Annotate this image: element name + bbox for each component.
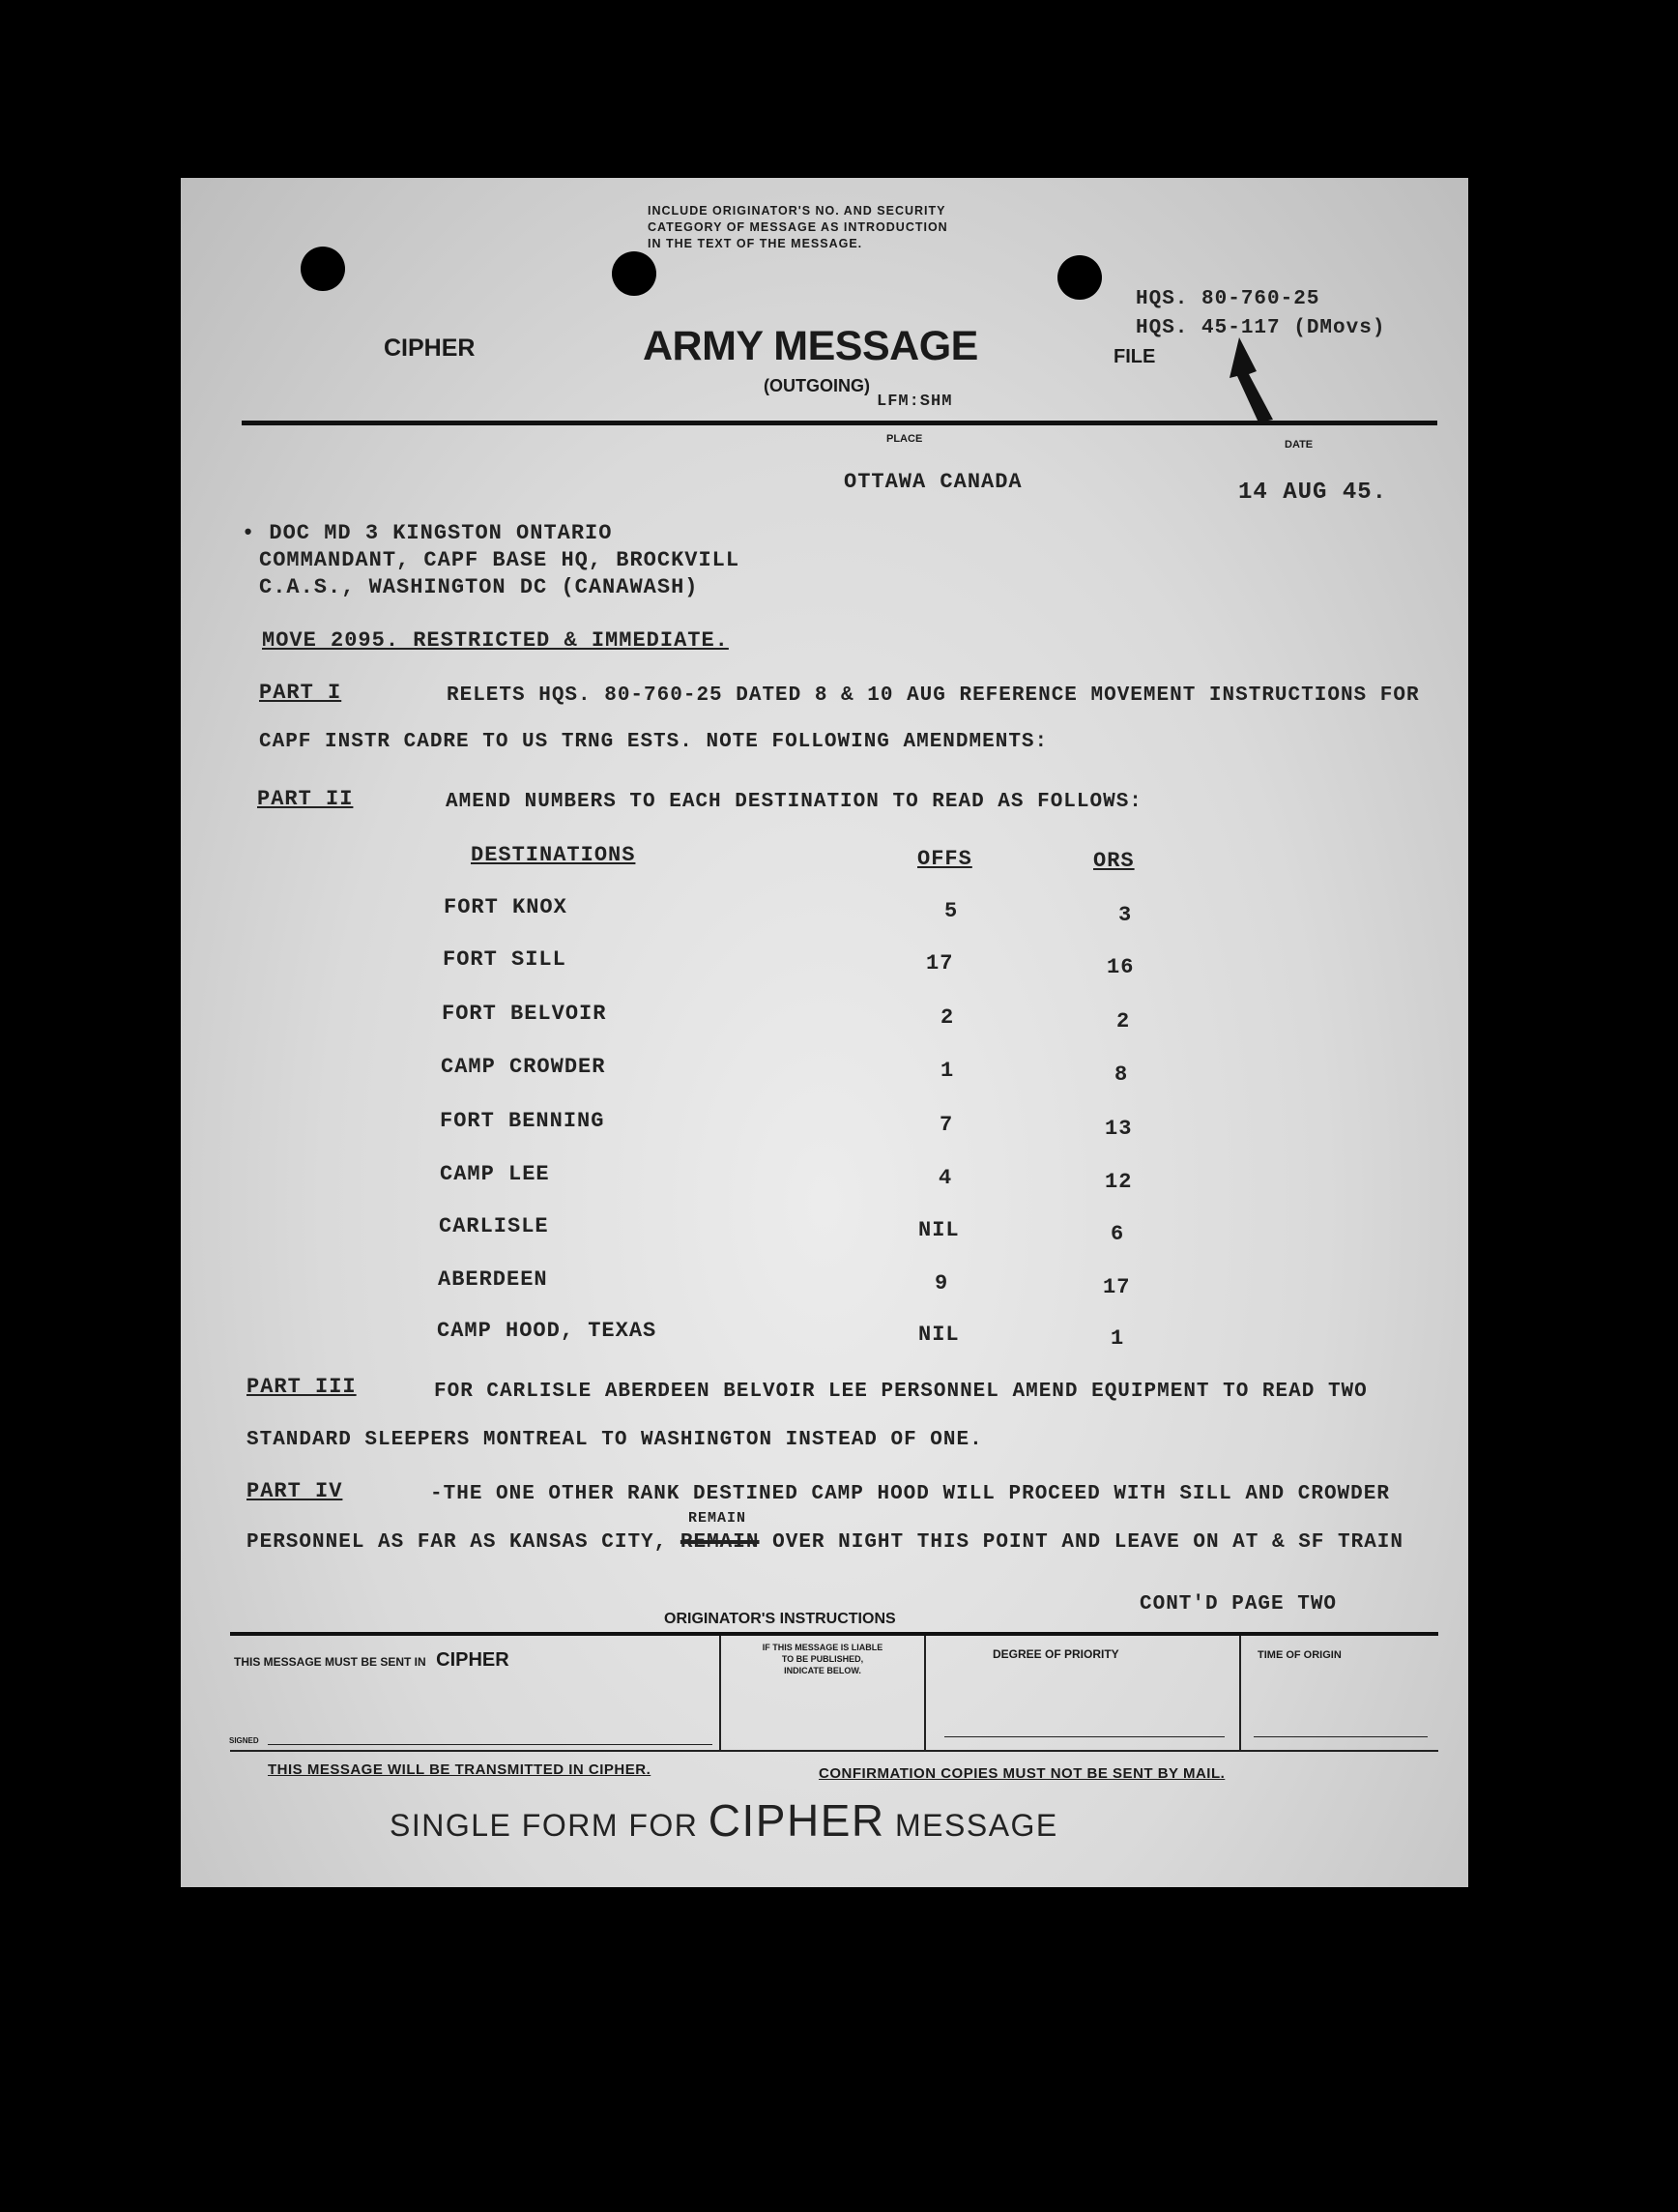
table-row-dest: CAMP LEE bbox=[440, 1162, 550, 1186]
table-row-dest: CAMP HOOD, TEXAS bbox=[437, 1319, 657, 1343]
table-row-ors: 16 bbox=[1107, 955, 1135, 979]
punch-hole-right bbox=[1057, 255, 1102, 300]
single-form-cipher: CIPHER bbox=[708, 1795, 885, 1846]
part1-label: PART I bbox=[259, 681, 342, 705]
dash: - bbox=[430, 1483, 444, 1505]
originator-title: ORIGINATOR'S INSTRUCTIONS bbox=[664, 1611, 896, 1627]
time-of-origin-field[interactable] bbox=[1254, 1736, 1428, 1737]
col-header-destinations: DESTINATIONS bbox=[471, 843, 636, 867]
time-of-origin-label: TIME OF ORIGIN bbox=[1258, 1649, 1342, 1661]
file-label: FILE bbox=[1114, 346, 1156, 367]
file-ref-1: HQS. 80-760-25 bbox=[1136, 288, 1320, 310]
table-row-dest: FORT KNOX bbox=[444, 895, 567, 919]
part2-text: AMEND NUMBERS TO EACH DESTINATION TO READ AS FOLLOWS: bbox=[446, 791, 1143, 813]
part1-line2: CAPF INSTR CADRE TO US TRNG ESTS. NOTE FOLLOWING AMENDMENTS: bbox=[259, 731, 1049, 753]
bullet: • bbox=[242, 521, 270, 545]
signed-field[interactable] bbox=[268, 1744, 712, 1745]
arrow-mark-icon bbox=[1230, 337, 1287, 424]
part4-line1: -THE ONE OTHER RANK DESTINED CAMP HOOD WILL PROCEED WITH SILL AND CROWDER bbox=[430, 1483, 1390, 1505]
table-row-dest: FORT SILL bbox=[443, 947, 566, 972]
file-ref-2: HQS. 45-117 (DMovs) bbox=[1136, 317, 1386, 339]
table-row-ors: 17 bbox=[1103, 1275, 1131, 1299]
table-row-dest: ABERDEEN bbox=[438, 1267, 548, 1292]
table-row-ors: 3 bbox=[1118, 903, 1133, 927]
table-row-ors: 12 bbox=[1105, 1170, 1133, 1194]
table-row-ors: 6 bbox=[1111, 1222, 1125, 1246]
table-row-offs: 1 bbox=[940, 1059, 955, 1083]
transmit-note: THIS MESSAGE WILL BE TRANSMITTED IN CIPHER. bbox=[268, 1761, 651, 1778]
table-row-offs: 4 bbox=[939, 1166, 953, 1190]
punch-hole-left bbox=[301, 247, 345, 291]
table-row-offs: 5 bbox=[944, 899, 959, 923]
part3-line1: FOR CARLISLE ABERDEEN BELVOIR LEE PERSONNEL AMEND EQUIPMENT TO READ TWO bbox=[434, 1381, 1368, 1403]
table-row-ors: 2 bbox=[1116, 1009, 1131, 1033]
footer-bottom-rule bbox=[230, 1750, 1438, 1752]
subject-line: MOVE 2095. RESTRICTED & IMMEDIATE. bbox=[262, 628, 729, 653]
signed-label: SIGNED bbox=[229, 1736, 259, 1745]
place-label: PLACE bbox=[886, 433, 923, 445]
box-divider-1 bbox=[719, 1636, 721, 1750]
table-row-offs: 9 bbox=[935, 1271, 949, 1295]
part4-line2: PERSONNEL AS FAR AS KANSAS CITY, REMAIN OVER NIGHT THIS POINT AND LEAVE ON AT & SF TRAIN bbox=[246, 1531, 1404, 1554]
col-header-offs: OFFS bbox=[917, 847, 972, 871]
form-title: ARMY MESSAGE bbox=[643, 323, 978, 369]
typist-initials: LFM:SHM bbox=[877, 393, 953, 411]
table-row-offs: 17 bbox=[926, 951, 954, 975]
part4-label: PART IV bbox=[246, 1479, 343, 1503]
addressees bbox=[242, 520, 739, 601]
form-subtitle: (OUTGOING) bbox=[764, 376, 870, 395]
single-form-line: SINGLE FORM FOR CIPHER MESSAGE bbox=[390, 1795, 1058, 1846]
struck-word: REMAIN bbox=[680, 1531, 760, 1554]
part3-label: PART III bbox=[246, 1375, 357, 1399]
table-row-dest: CAMP CROWDER bbox=[441, 1055, 606, 1079]
footer-top-rule bbox=[230, 1632, 1438, 1636]
part4-inserted-word: REMAIN bbox=[688, 1510, 747, 1527]
include-note: INCLUDE ORIGINATOR'S NO. AND SECURITY CATEGORY OF MESSAGE AS INTRODUCTION IN THE TEXT OF THE MESSAGE. bbox=[648, 204, 948, 250]
part1-line1: RELETS HQS. 80-760-25 DATED 8 & 10 AUG REFERENCE MOVEMENT INSTRUCTIONS FOR bbox=[447, 684, 1420, 707]
table-row-ors: 13 bbox=[1105, 1117, 1133, 1141]
table-row-dest: CARLISLE bbox=[439, 1214, 549, 1238]
table-row-ors: 1 bbox=[1111, 1326, 1125, 1351]
must-be-sent-in: THIS MESSAGE MUST BE SENT IN CIPHER bbox=[234, 1649, 509, 1671]
continued-note: CONT'D PAGE TWO bbox=[1140, 1593, 1338, 1615]
cipher-label: CIPHER bbox=[384, 335, 476, 362]
part2-label: PART II bbox=[257, 787, 354, 811]
published-note: IF THIS MESSAGE IS LIABLE TO BE PUBLISHED, INDICATE BELOW. bbox=[762, 1643, 883, 1675]
message-form bbox=[181, 178, 1468, 1887]
box-divider-3 bbox=[1239, 1636, 1241, 1750]
addressee-3: C.A.S., WASHINGTON DC (CANAWASH) bbox=[259, 575, 699, 599]
priority-field[interactable] bbox=[944, 1736, 1225, 1737]
table-row-offs: NIL bbox=[918, 1218, 960, 1242]
table-row-dest: FORT BELVOIR bbox=[442, 1002, 607, 1026]
col-header-ors: ORS bbox=[1093, 849, 1135, 873]
date-value: 14 AUG 45. bbox=[1238, 480, 1388, 506]
table-row-offs: 7 bbox=[940, 1113, 954, 1137]
confirm-note: CONFIRMATION COPIES MUST NOT BE SENT BY MAIL. bbox=[819, 1765, 1226, 1782]
addressee-1: • DOC MD 3 KINGSTON ONTARIO bbox=[242, 521, 613, 545]
degree-of-priority-label: DEGREE OF PRIORITY bbox=[993, 1647, 1119, 1661]
place-value: OTTAWA CANADA bbox=[844, 470, 1023, 494]
addressee-2: COMMANDANT, CAPF BASE HQ, BROCKVILL bbox=[259, 548, 740, 572]
table-row-offs: 2 bbox=[940, 1005, 955, 1030]
table-row-dest: FORT BENNING bbox=[440, 1109, 605, 1133]
header-rule bbox=[242, 421, 1437, 425]
box-divider-2 bbox=[924, 1636, 926, 1750]
table-row-offs: NIL bbox=[918, 1323, 960, 1347]
punch-hole-center bbox=[612, 251, 656, 296]
cipher-value: CIPHER bbox=[436, 1649, 509, 1671]
date-label: DATE bbox=[1285, 439, 1314, 451]
part3-line2: STANDARD SLEEPERS MONTREAL TO WASHINGTON INSTEAD OF ONE. bbox=[246, 1429, 983, 1451]
table-row-ors: 8 bbox=[1114, 1062, 1129, 1087]
